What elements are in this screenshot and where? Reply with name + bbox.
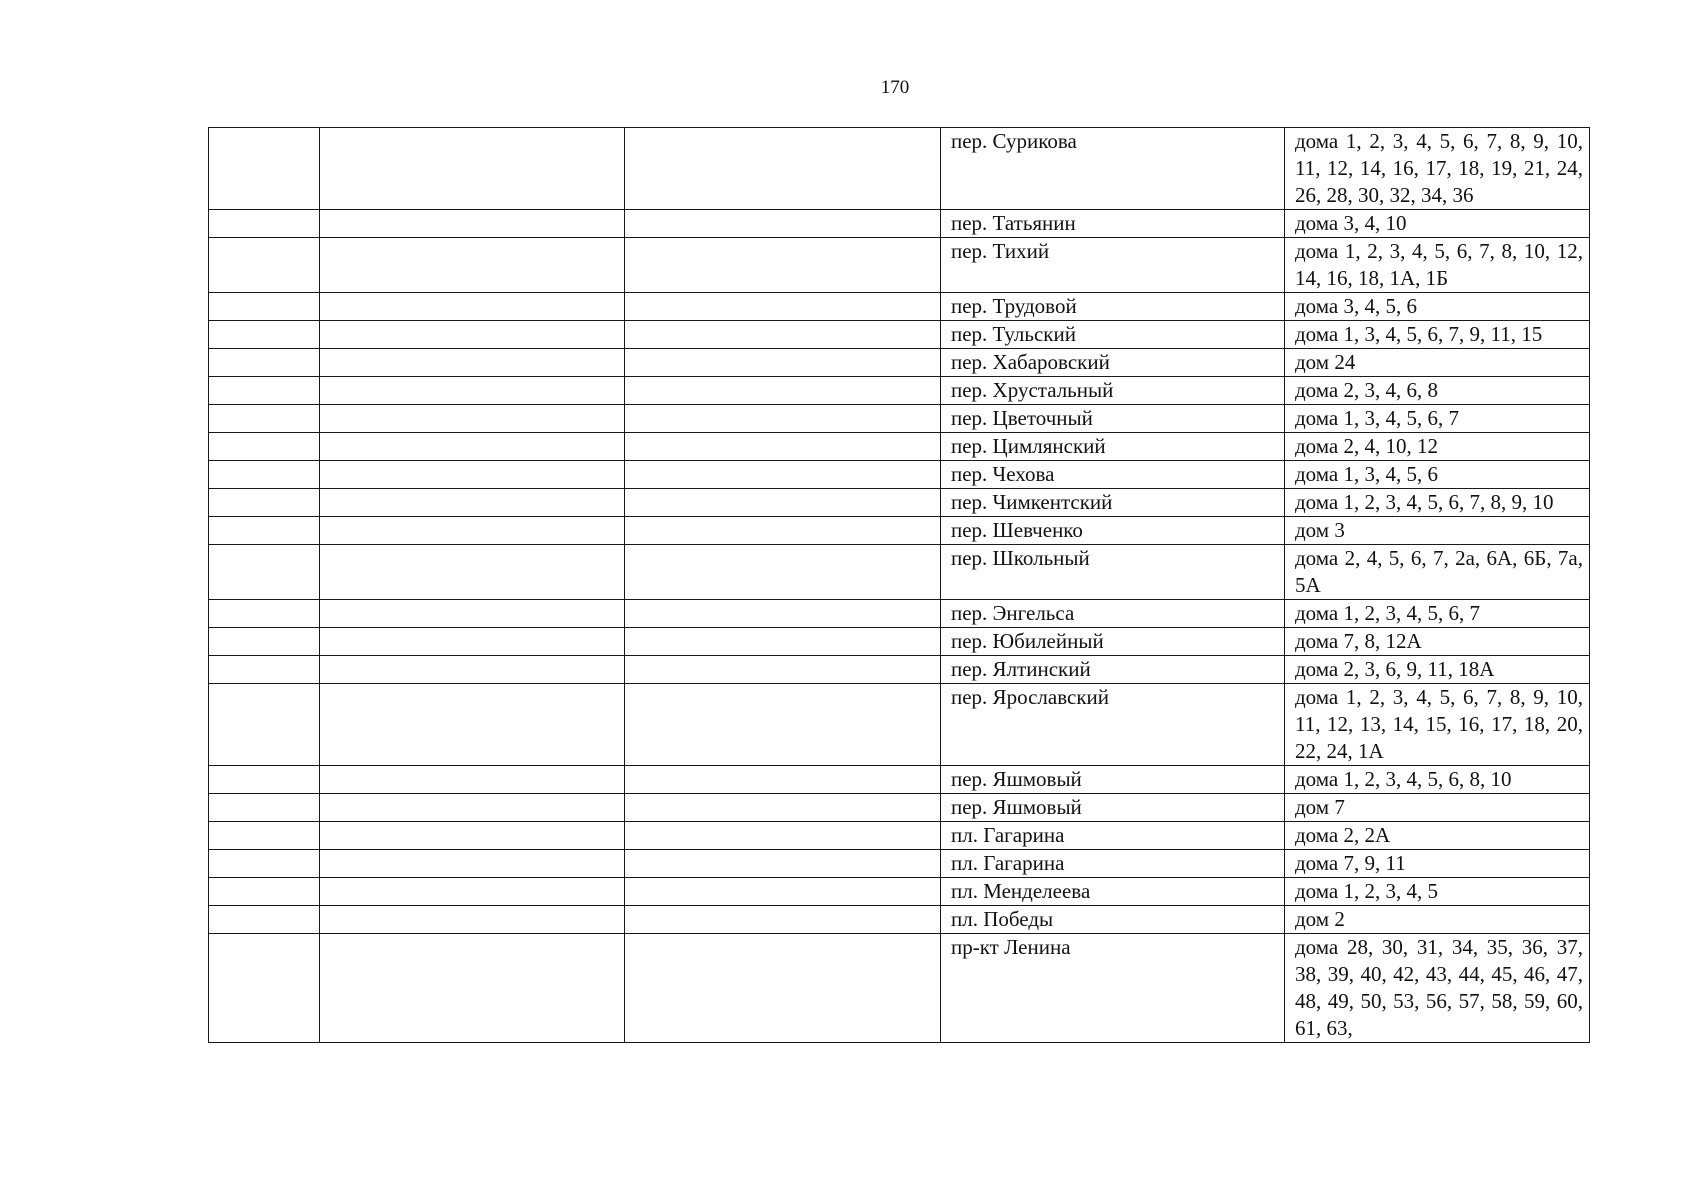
empty-cell <box>209 128 320 210</box>
house-numbers-cell: дома 2, 4, 10, 12 <box>1285 433 1590 461</box>
table-row <box>209 656 1590 684</box>
table-row <box>209 766 1590 794</box>
house-numbers-cell: дома 1, 2, 3, 4, 5 <box>1285 878 1590 906</box>
empty-cell <box>625 628 941 656</box>
house-numbers-cell: дом 2 <box>1285 906 1590 934</box>
street-name-cell: пер. Сурикова <box>941 128 1285 210</box>
empty-cell <box>320 850 625 878</box>
address-table <box>208 127 1590 1043</box>
table-row <box>209 238 1590 293</box>
empty-cell <box>625 794 941 822</box>
empty-cell <box>625 766 941 794</box>
house-numbers-cell: дома 2, 2А <box>1285 822 1590 850</box>
empty-cell <box>625 656 941 684</box>
table-row <box>209 600 1590 628</box>
empty-cell <box>625 684 941 766</box>
empty-cell <box>625 210 941 238</box>
table-row <box>209 377 1590 405</box>
empty-cell <box>625 822 941 850</box>
empty-cell <box>625 906 941 934</box>
table-row <box>209 517 1590 545</box>
empty-cell <box>320 545 625 600</box>
empty-cell <box>320 377 625 405</box>
empty-cell <box>320 128 625 210</box>
empty-cell <box>320 238 625 293</box>
house-numbers-cell: дома 1, 3, 4, 5, 6, 7, 9, 11, 15 <box>1285 321 1590 349</box>
empty-cell <box>625 377 941 405</box>
empty-cell <box>209 878 320 906</box>
table-row <box>209 934 1590 1043</box>
street-name-cell: пер. Чимкентский <box>941 489 1285 517</box>
empty-cell <box>625 600 941 628</box>
table-row <box>209 433 1590 461</box>
street-name-cell: пер. Юбилейный <box>941 628 1285 656</box>
street-name-cell: пл. Менделеева <box>941 878 1285 906</box>
house-numbers-cell: дома 3, 4, 5, 6 <box>1285 293 1590 321</box>
house-numbers-cell: дом 3 <box>1285 517 1590 545</box>
table-row <box>209 906 1590 934</box>
empty-cell <box>209 850 320 878</box>
street-name-cell: пер. Тульский <box>941 321 1285 349</box>
empty-cell <box>320 878 625 906</box>
empty-cell <box>320 461 625 489</box>
street-name-cell: пер. Ярославский <box>941 684 1285 766</box>
street-name-cell: пл. Победы <box>941 906 1285 934</box>
empty-cell <box>209 349 320 377</box>
table-row <box>209 684 1590 766</box>
table-row <box>209 489 1590 517</box>
street-name-cell: пер. Яшмовый <box>941 794 1285 822</box>
house-numbers-cell: дома 7, 8, 12А <box>1285 628 1590 656</box>
page-number: 170 <box>880 77 910 98</box>
empty-cell <box>209 377 320 405</box>
street-name-cell: пер. Энгельса <box>941 600 1285 628</box>
street-name-cell: пер. Шевченко <box>941 517 1285 545</box>
house-numbers-cell: дома 1, 2, 3, 4, 5, 6, 7, 8, 9, 10, 11, 12, 13, 14, 15, 16, 17, 18, 20, 22, 24, 1А <box>1285 684 1590 766</box>
table-row <box>209 850 1590 878</box>
empty-cell <box>320 210 625 238</box>
empty-cell <box>320 906 625 934</box>
street-name-cell: пер. Татьянин <box>941 210 1285 238</box>
empty-cell <box>320 517 625 545</box>
table-row <box>209 405 1590 433</box>
empty-cell <box>320 684 625 766</box>
empty-cell <box>625 128 941 210</box>
empty-cell <box>320 489 625 517</box>
street-name-cell: пер. Хабаровский <box>941 349 1285 377</box>
empty-cell <box>209 934 320 1043</box>
house-numbers-cell: дома 1, 2, 3, 4, 5, 6, 7, 8, 9, 10, 11, 12, 14, 16, 17, 18, 19, 21, 24, 26, 28, 30, 32, 34, 36 <box>1285 128 1590 210</box>
house-numbers-cell: дома 1, 2, 3, 4, 5, 6, 7, 8, 10, 12, 14, 16, 18, 1А, 1Б <box>1285 238 1590 293</box>
empty-cell <box>209 210 320 238</box>
house-numbers-cell: дома 2, 4, 5, 6, 7, 2а, 6А, 6Б, 7а, 5А <box>1285 545 1590 600</box>
table-row <box>209 349 1590 377</box>
street-name-cell: пер. Цветочный <box>941 405 1285 433</box>
house-numbers-cell: дома 28, 30, 31, 34, 35, 36, 37, 38, 39, 40, 42, 43, 44, 45, 46, 47, 48, 49, 50, 53, 56, 57, 58, 59, 60, 61, 63, <box>1285 934 1590 1043</box>
empty-cell <box>209 517 320 545</box>
street-name-cell: пер. Тихий <box>941 238 1285 293</box>
empty-cell <box>320 349 625 377</box>
street-name-cell: пер. Яшмовый <box>941 766 1285 794</box>
empty-cell <box>625 878 941 906</box>
table-row <box>209 822 1590 850</box>
empty-cell <box>209 906 320 934</box>
empty-cell <box>625 349 941 377</box>
street-name-cell: пер. Трудовой <box>941 293 1285 321</box>
empty-cell <box>320 794 625 822</box>
empty-cell <box>209 766 320 794</box>
empty-cell <box>209 794 320 822</box>
empty-cell <box>625 461 941 489</box>
table-row <box>209 878 1590 906</box>
house-numbers-cell: дома 2, 3, 4, 6, 8 <box>1285 377 1590 405</box>
street-name-cell: пер. Цимлянский <box>941 433 1285 461</box>
empty-cell <box>320 293 625 321</box>
empty-cell <box>625 238 941 293</box>
house-numbers-cell: дома 7, 9, 11 <box>1285 850 1590 878</box>
table-body <box>209 128 1590 1043</box>
street-name-cell: пр-кт Ленина <box>941 934 1285 1043</box>
house-numbers-cell: дома 2, 3, 6, 9, 11, 18А <box>1285 656 1590 684</box>
table-row <box>209 628 1590 656</box>
empty-cell <box>209 321 320 349</box>
empty-cell <box>209 545 320 600</box>
empty-cell <box>209 822 320 850</box>
house-numbers-cell: дом 24 <box>1285 349 1590 377</box>
street-name-cell: пл. Гагарина <box>941 850 1285 878</box>
empty-cell <box>625 517 941 545</box>
street-name-cell: пер. Ялтинский <box>941 656 1285 684</box>
empty-cell <box>320 321 625 349</box>
empty-cell <box>209 684 320 766</box>
empty-cell <box>625 850 941 878</box>
table-row <box>209 545 1590 600</box>
table-row <box>209 293 1590 321</box>
empty-cell <box>625 545 941 600</box>
empty-cell <box>625 934 941 1043</box>
house-numbers-cell: дома 1, 2, 3, 4, 5, 6, 7 <box>1285 600 1590 628</box>
empty-cell <box>320 405 625 433</box>
empty-cell <box>625 489 941 517</box>
empty-cell <box>320 766 625 794</box>
table-row <box>209 128 1590 210</box>
empty-cell <box>320 600 625 628</box>
street-name-cell: пер. Чехова <box>941 461 1285 489</box>
empty-cell <box>209 293 320 321</box>
house-numbers-cell: дома 1, 2, 3, 4, 5, 6, 7, 8, 9, 10 <box>1285 489 1590 517</box>
table-row <box>209 794 1590 822</box>
table-row <box>209 461 1590 489</box>
house-numbers-cell: дома 1, 3, 4, 5, 6 <box>1285 461 1590 489</box>
empty-cell <box>320 433 625 461</box>
empty-cell <box>209 433 320 461</box>
empty-cell <box>320 656 625 684</box>
street-name-cell: пер. Хрустальный <box>941 377 1285 405</box>
street-name-cell: пер. Школьный <box>941 545 1285 600</box>
house-numbers-cell: дом 7 <box>1285 794 1590 822</box>
empty-cell <box>320 628 625 656</box>
empty-cell <box>320 934 625 1043</box>
empty-cell <box>625 405 941 433</box>
empty-cell <box>320 822 625 850</box>
empty-cell <box>625 293 941 321</box>
table-row <box>209 210 1590 238</box>
table-row <box>209 321 1590 349</box>
empty-cell <box>209 600 320 628</box>
house-numbers-cell: дома 3, 4, 10 <box>1285 210 1590 238</box>
empty-cell <box>209 656 320 684</box>
house-numbers-cell: дома 1, 3, 4, 5, 6, 7 <box>1285 405 1590 433</box>
street-name-cell: пл. Гагарина <box>941 822 1285 850</box>
house-numbers-cell: дома 1, 2, 3, 4, 5, 6, 8, 10 <box>1285 766 1590 794</box>
empty-cell <box>209 238 320 293</box>
empty-cell <box>625 321 941 349</box>
empty-cell <box>209 405 320 433</box>
empty-cell <box>209 628 320 656</box>
empty-cell <box>209 489 320 517</box>
empty-cell <box>625 433 941 461</box>
empty-cell <box>209 461 320 489</box>
